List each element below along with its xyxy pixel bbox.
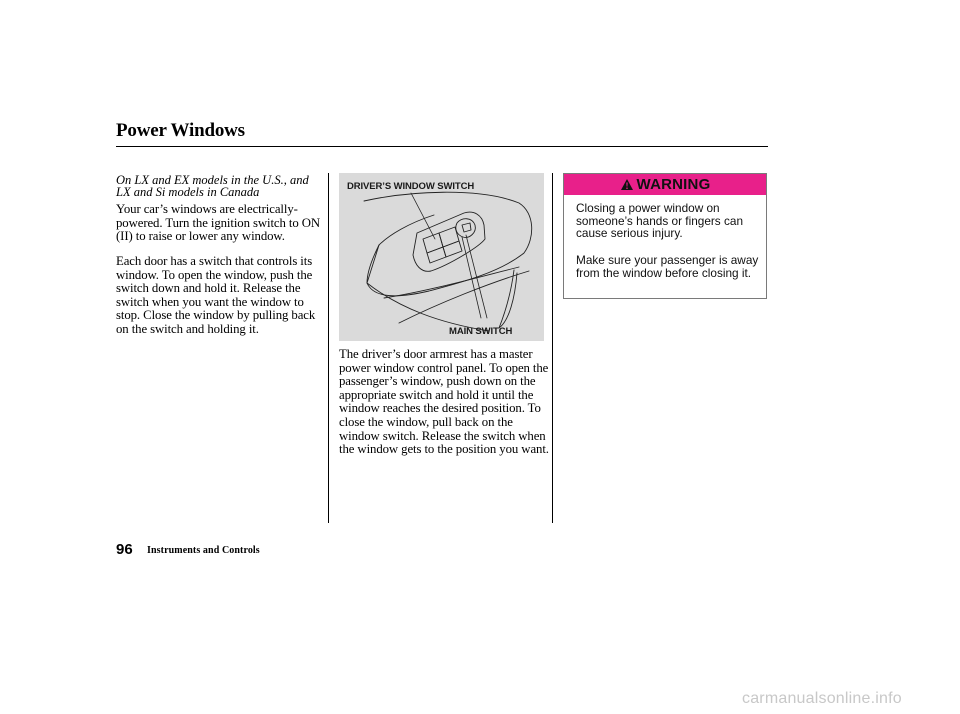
paragraph-door-switch: Each door has a switch that controls its window. To open the window, push the switch down and hold it. Release the switch when you want the window to stop. Close the window by pulling back on the switch and holding it. [116, 254, 316, 336]
paragraph-intro: Your car’s windows are electrically-powered. Turn the ignition switch to ON (II) to raise or lower any window. [116, 202, 321, 244]
warning-header [564, 174, 766, 195]
page-title: Power Windows [116, 120, 245, 141]
warning-triangle-icon [620, 178, 634, 191]
warning-heading: WARNING [636, 176, 711, 193]
label-main-switch: MAIN SWITCH [449, 326, 513, 337]
watermark: carmanualsonline.info [742, 690, 902, 707]
model-subhead: On LX and EX models in the U.S., and LX and Si models in Canada [116, 173, 309, 199]
label-drivers-window-switch: DRIVER’S WINDOW SWITCH [347, 181, 475, 192]
warning-text-1: Closing a power window on someone’s hands or fingers can cause serious injury. [576, 201, 744, 241]
page-number: 96 [116, 541, 133, 558]
warning-box [563, 173, 767, 299]
paragraph-master-panel: The driver’s door armrest has a master power window control panel. To open the passenger’s window, push down on the appropriate switch and hold it until the window reaches the desired position. To close the window, pull back on the window switch. Release the switch when the window gets to the position you want. [339, 347, 549, 457]
warning-text-2: Make sure your passenger is away from the window before closing it. [576, 253, 759, 280]
section-footer: Instruments and Controls [147, 545, 260, 556]
armrest-drawing [339, 173, 544, 341]
title-rule [116, 146, 768, 147]
armrest-switch-illustration [339, 173, 544, 341]
